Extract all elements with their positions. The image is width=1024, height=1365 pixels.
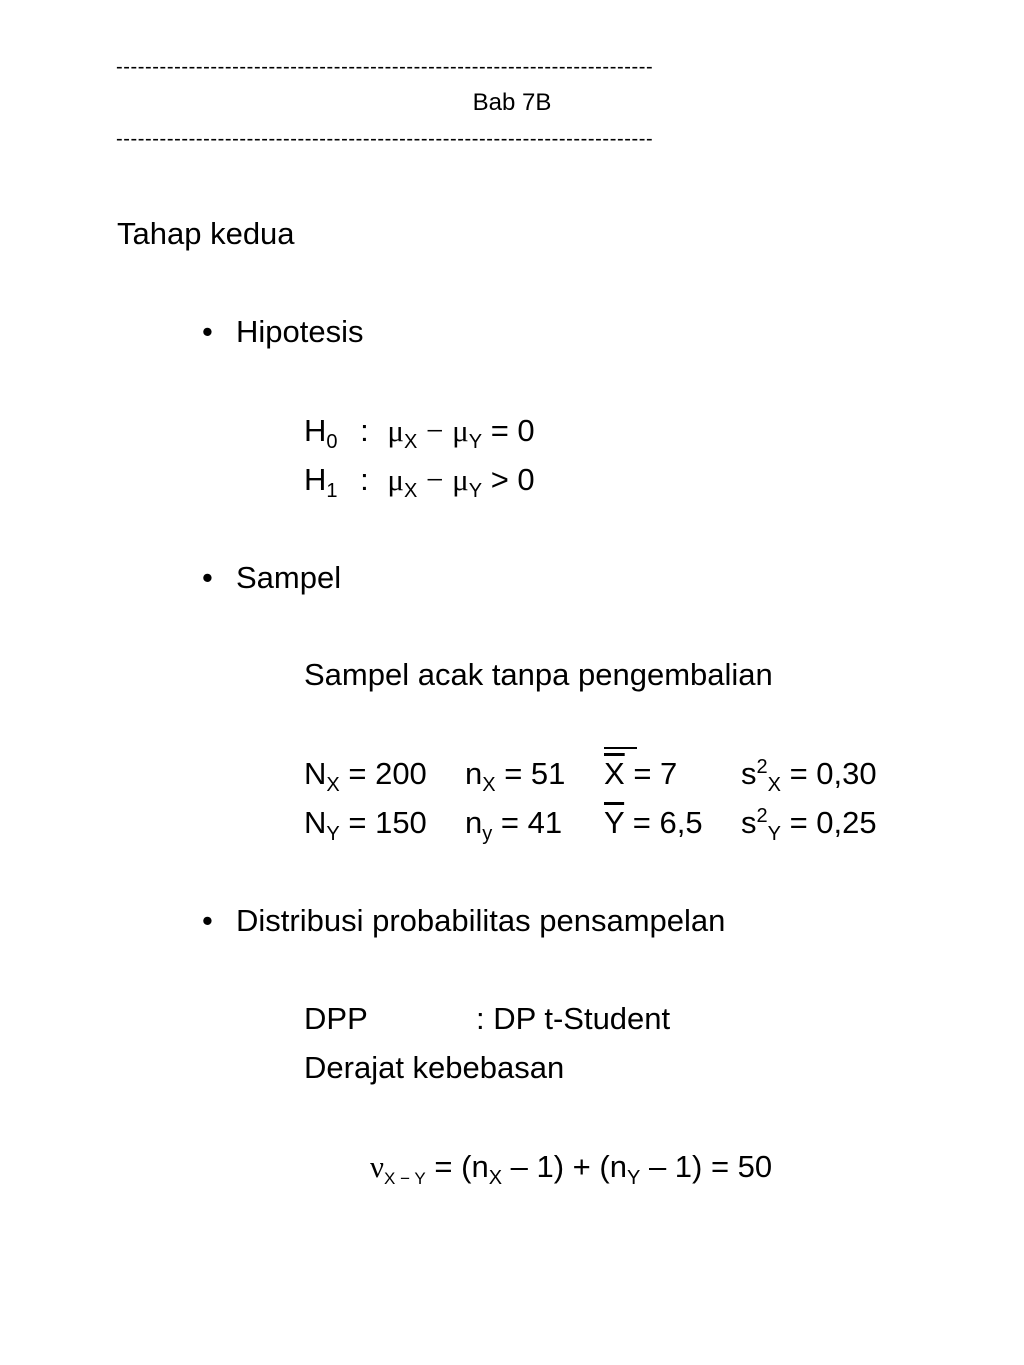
hypothesis-h0 (304, 411, 535, 451)
mu-x-sub: X (404, 480, 418, 502)
df-label: Derajat kebebasan (304, 1050, 565, 1085)
bullet-dot: • (202, 903, 213, 938)
sample-row-x-size: $n_X = 51$ (465, 756, 566, 796)
header-rule-top: -------------------------------------------------------------------------- (116, 56, 654, 78)
h0-colon: : (360, 413, 369, 448)
bullet-dot: • (202, 314, 213, 349)
bullet-dot: • (202, 560, 213, 595)
sample-row-x-mean: $\overline{X} = 7$ (604, 756, 678, 791)
h1-relation: > 0 (490, 462, 535, 497)
sample-row-y-population: $N_Y = 150$ (304, 805, 427, 845)
mu-y-sub: Y (468, 431, 483, 453)
mu-x: μ (387, 413, 405, 448)
sample-row-x-variance: $s^2_X = 0,30$ (741, 756, 877, 796)
chapter-title: Bab 7B (472, 89, 552, 116)
minus-sign: − (425, 462, 444, 497)
h1-colon: : (360, 462, 369, 497)
h1-symbol: H (304, 462, 327, 497)
mu-y: μ (452, 462, 469, 497)
mu-x-sub: X (404, 431, 418, 453)
dpp-label: DPP (304, 1001, 368, 1036)
sample-row-x-population: $N_X = 200$ (304, 756, 427, 796)
sample-method: Sampel acak tanpa pengembalian (304, 657, 773, 692)
sample-row-y-variance: $s^2_Y = 0,25$ (741, 805, 877, 845)
minus-sign: − (425, 413, 444, 448)
dpp-value: : DP t-Student (476, 1001, 671, 1036)
nu-symbol: ν (370, 1149, 385, 1184)
section-title: Tahap kedua (117, 216, 295, 251)
sample-row-y-mean: $\overline{Y} = 6,5$ (604, 805, 703, 840)
mu-y: μ (452, 413, 469, 448)
nu-subscript: X − Y (384, 1169, 426, 1188)
h0-subscript: 0 (326, 431, 338, 453)
bullet-distribusi: Distribusi probabilitas pensampelan (236, 903, 726, 938)
df-formula: $\nu_{X - Y} = (n_X - 1) + (n_Y - 1) = 50$ (370, 1149, 773, 1189)
bullet-hipotesis: Hipotesis (236, 314, 364, 349)
x-bar-overline (604, 747, 637, 749)
header-rule-bottom: -------------------------------------------------------------------------- (116, 128, 654, 150)
mu-y-sub: Y (468, 480, 483, 502)
bullet-sampel: Sampel (236, 560, 342, 595)
hypothesis-h1 (304, 460, 535, 500)
h0-symbol: H (304, 413, 327, 448)
h0-relation: = 0 (490, 413, 535, 448)
sample-row-y-size: $n_y = 41$ (465, 805, 563, 845)
x-bar-symbol: $\overline{X}$ (604, 756, 625, 791)
h1-subscript: 1 (326, 480, 338, 502)
mu-x: μ (387, 462, 405, 497)
y-bar-symbol: $\overline{Y}$ (604, 805, 625, 840)
